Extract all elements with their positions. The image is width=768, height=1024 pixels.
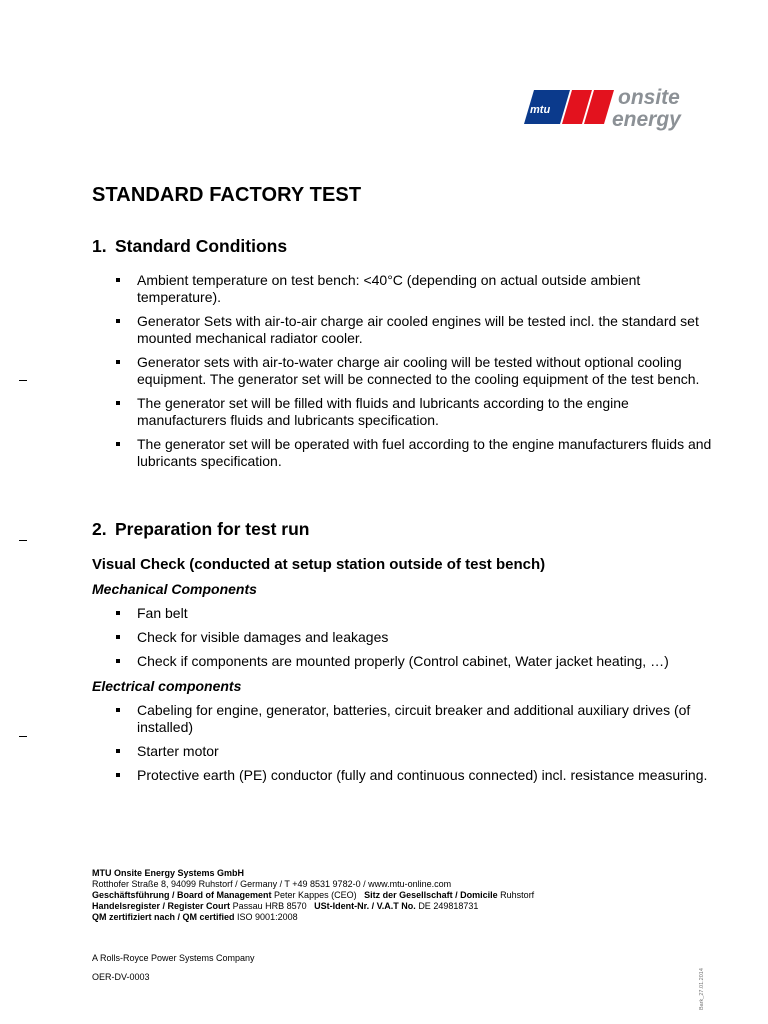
visual-check-subheading: Visual Check (conducted at setup station outside of test bench) xyxy=(92,556,546,573)
footer-address: Rotthofer Straße 8, 94099 Ruhstorf / Germany / T +49 8531 9782-0 / www.mtu-online.com xyxy=(92,879,452,889)
list-item: Ambient temperature on test bench: <40°C (depending on actual outside ambient temperature). xyxy=(114,272,714,306)
footer-company-name: MTU Onsite Energy Systems GmbH xyxy=(92,868,245,878)
footer-seat-label: Sitz der Gesellschaft / Domicile xyxy=(364,890,498,900)
list-item: Protective earth (PE) conductor (fully and continuous connected) incl. resistance measuring. xyxy=(114,767,714,784)
footer-seat-value: Ruhstorf xyxy=(500,890,535,900)
electrical-components-list xyxy=(114,702,714,784)
fold-mark xyxy=(19,736,27,737)
electrical-components-heading: Electrical components xyxy=(92,678,242,694)
footer-mgmt-value: Peter Kappes (CEO) xyxy=(274,890,357,900)
list-item: Check for visible damages and leakages xyxy=(114,629,714,646)
footer-document-code: OER-DV-0003 xyxy=(92,972,150,982)
list-item: Starter motor xyxy=(114,743,714,760)
footer-management-line xyxy=(92,890,652,901)
company-logo xyxy=(524,82,730,134)
footer-vat-label: USt-Ident-Nr. / V.A.T No. xyxy=(314,901,416,911)
footer-qm-value: ISO 9001:2008 xyxy=(237,912,298,922)
section-1-number: 1. xyxy=(92,236,107,256)
section-1-title: Standard Conditions xyxy=(115,236,288,256)
list-item: Generator Sets with air-to-air charge air cooled engines will be tested incl. the standard set mounted mechanical radiator cooler. xyxy=(114,313,714,347)
footer-vat-value: DE 249818731 xyxy=(418,901,479,911)
list-item: Fan belt xyxy=(114,605,714,622)
list-item: The generator set will be operated with fuel according to the engine manufacturers fluids and lubricants specification. xyxy=(114,436,714,470)
list-item: Generator sets with air-to-water charge air cooling will be tested without optional cooling equipment. The generator set will be connected to the cooling equipment of the test bench. xyxy=(114,354,714,388)
logo-badge-text: mtu xyxy=(530,104,551,116)
logo-word-onsite: onsite xyxy=(618,86,680,109)
footer-parent-company: A Rolls-Royce Power Systems Company xyxy=(92,953,255,963)
footer-mgmt-label: Geschäftsführung / Board of Management xyxy=(92,890,272,900)
section-2-title: Preparation for test run xyxy=(115,519,310,539)
footer-qm-label: QM zertifiziert nach / QM certified xyxy=(92,912,235,922)
standard-conditions-list xyxy=(114,272,714,470)
list-item: The generator set will be filled with fluids and lubricants according to the engine manufacturers fluids and lubricants specification. xyxy=(114,395,714,429)
footer-qm-line xyxy=(92,912,652,923)
mechanical-components-list xyxy=(114,605,714,670)
vertical-side-note: Bark_27.01.2014 xyxy=(699,968,705,1010)
logo-word-energy: energy xyxy=(612,108,681,131)
section-1-heading xyxy=(92,236,287,257)
fold-mark xyxy=(19,540,27,541)
footer-register-value: Passau HRB 8570 xyxy=(232,901,307,911)
document-title: STANDARD FACTORY TEST xyxy=(92,184,362,206)
footer-company-info xyxy=(92,868,652,923)
fold-mark xyxy=(19,380,27,381)
footer-register-line xyxy=(92,901,652,912)
section-2-number: 2. xyxy=(92,519,107,539)
section-2-heading xyxy=(92,519,309,540)
mtu-onsite-energy-logo xyxy=(524,82,730,134)
mechanical-components-heading: Mechanical Components xyxy=(92,581,257,597)
footer-register-label: Handelsregister / Register Court xyxy=(92,901,231,911)
list-item: Check if components are mounted properly (Control cabinet, Water jacket heating, …) xyxy=(114,653,714,670)
list-item: Cabeling for engine, generator, batteries, circuit breaker and additional auxiliary drives (of installed) xyxy=(114,702,714,736)
